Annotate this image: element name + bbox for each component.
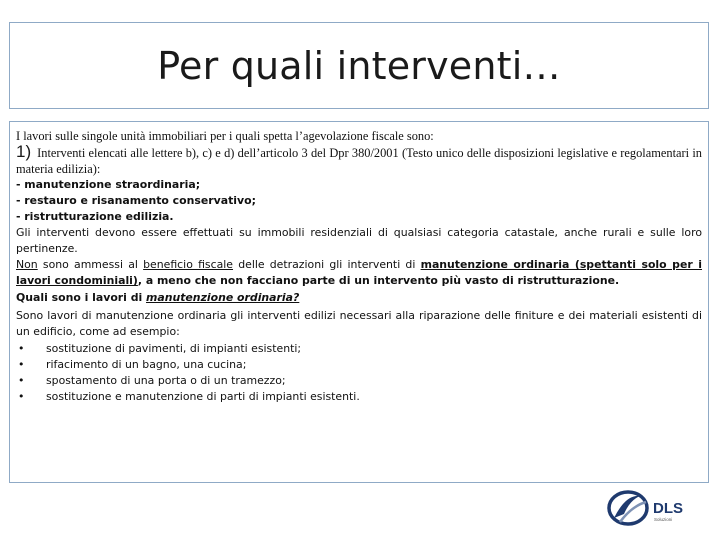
item-1-number: 1) <box>16 142 32 161</box>
exclusion-mid-1: sono ammessi al <box>37 258 144 271</box>
intro-text: I lavori sulle singole unità immobiliari per i quali spetta l’agevolazione fiscale sono: <box>16 129 434 143</box>
examples-list <box>16 341 702 405</box>
beneficio-text: beneficio fiscale <box>143 258 233 271</box>
residential-paragraph: Gli interventi devono essere effettuati su immobili residenziali di qualsiasi categoria catastale, anche rurali e sulle loro pertinenze. <box>16 226 702 255</box>
work-type-item: - manutenzione straordinaria; <box>16 178 201 191</box>
item-1 <box>16 144 702 177</box>
exclusion-paragraph <box>16 257 702 289</box>
bullet-icon: • <box>18 390 25 403</box>
list-item-text: rifacimento di un bagno, una cucina; <box>46 358 247 371</box>
list-item <box>16 389 702 405</box>
list-item <box>16 341 702 357</box>
bullet-icon: • <box>18 374 25 387</box>
list-item-text: sostituzione e manutenzione di parti di impianti esistenti. <box>46 390 360 403</box>
work-type-item: - restauro e risanamento conservativo; <box>16 194 256 207</box>
exclusion-mid-2: delle detrazioni gli interventi di <box>233 258 421 271</box>
bullet-icon: • <box>18 342 25 355</box>
question-emphasis: manutenzione ordinaria? <box>146 291 300 304</box>
bullet-icon: • <box>18 358 25 371</box>
logo-text: DLS <box>653 500 683 517</box>
dls-logo <box>606 488 696 528</box>
list-item-text: spostamento di una porta o di un tramezzo; <box>46 374 286 387</box>
item-1-text: Interventi elencati alle lettere b), c) e d) dell’articolo 3 del Dpr 380/2001 (Testo unico delle disposizioni legislative e regolamentari in materia edilizia): <box>16 146 702 176</box>
slide-title: Per quali interventi… <box>157 43 561 88</box>
exclusion-tail: , a meno che non facciano parte di un intervento più vasto di ristrutturazione. <box>137 274 620 287</box>
question-heading <box>16 290 702 306</box>
dls-logo-icon <box>606 488 696 528</box>
question-prefix: Quali sono i lavori di <box>16 291 147 304</box>
list-item <box>16 357 702 373</box>
list-item-text: sostituzione di pavimenti, di impianti esistenti; <box>46 342 302 355</box>
work-type-item: - ristrutturazione edilizia. <box>16 210 174 223</box>
definition-paragraph: Sono lavori di manutenzione ordinaria gli interventi edilizi necessari alla riparazione delle finiture e dei materiali esistenti di un edificio, come ad esempio: <box>16 309 702 338</box>
non-text: Non <box>16 258 38 271</box>
content-box <box>9 121 709 483</box>
logo-subtext: Soluzioni <box>654 517 673 522</box>
title-box <box>9 22 709 109</box>
manutenzione-ordinaria-text: manutenzione ordinaria (spettanti solo per i lavori condominiali) <box>16 258 703 287</box>
list-item <box>16 373 702 389</box>
